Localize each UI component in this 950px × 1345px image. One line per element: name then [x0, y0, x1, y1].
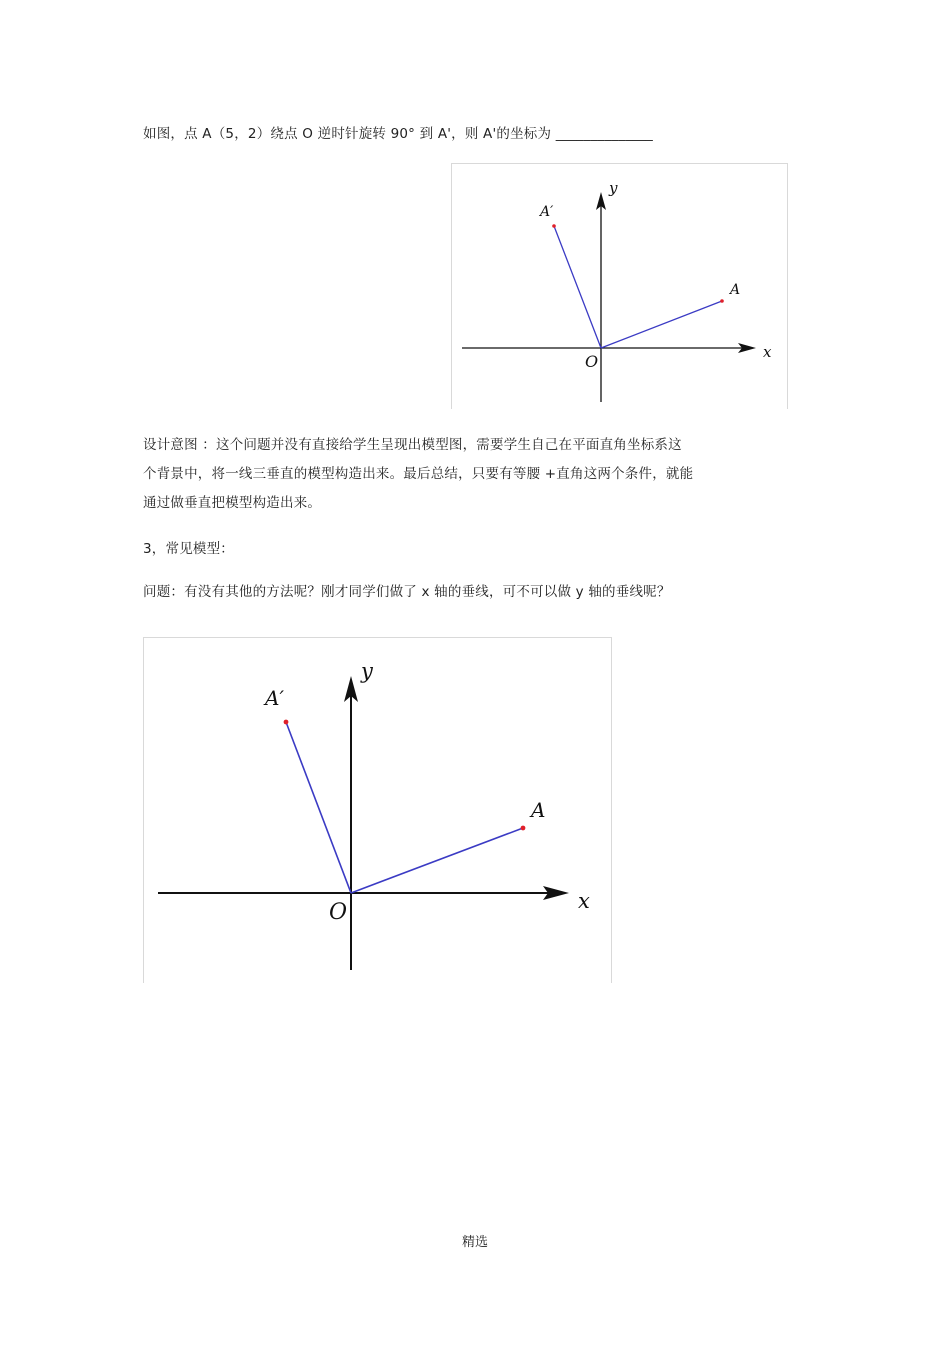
- point-a: [720, 299, 724, 303]
- label-a-prime: A′: [265, 686, 284, 710]
- point-a: [521, 826, 526, 831]
- segment-oa-prime: [554, 226, 601, 348]
- label-a: A: [531, 798, 546, 822]
- label-x: x: [763, 343, 772, 361]
- figure-2: [143, 637, 612, 983]
- segment-oa: [351, 828, 523, 893]
- question-2-text: 问题：有没有其他的方法呢？刚才同学们做了 x 轴的垂线，可不可以做 y 轴的垂线呢？: [143, 584, 671, 600]
- point-a-prime: [284, 720, 289, 725]
- figure-1: [451, 163, 788, 409]
- label-y: y: [609, 179, 618, 197]
- page-footer: 精选: [461, 1235, 488, 1250]
- question-text: 如图，点 A（5，2）绕点 O 逆时针旋转 90° 到 A'，则 A'的坐标为 ______________: [143, 126, 653, 142]
- design-line-1: 设计意图 ：这个问题并没有直接给学生呈现出模型图，需要学生自己在平面直角坐标系这: [143, 437, 682, 453]
- label-x: x: [578, 889, 590, 913]
- label-a: A: [730, 282, 741, 298]
- label-origin: O: [329, 900, 348, 925]
- segment-oa: [601, 301, 722, 348]
- label-y: y: [361, 659, 373, 683]
- figure-1-diagram: [452, 164, 787, 409]
- design-line-3: 通过做垂直把模型构造出来。: [143, 495, 322, 511]
- segment-oa-prime: [286, 722, 351, 893]
- design-line-2: 个背景中，将一线三垂直的模型构造出来。最后总结，只要有等腰 +直角这两个条件，就能: [143, 466, 694, 482]
- label-a-prime: A′: [540, 204, 554, 220]
- point-a-prime: [552, 224, 556, 228]
- section-heading: 3，常见模型：: [143, 541, 234, 557]
- figure-2-diagram: [144, 638, 611, 983]
- label-origin: O: [585, 352, 599, 371]
